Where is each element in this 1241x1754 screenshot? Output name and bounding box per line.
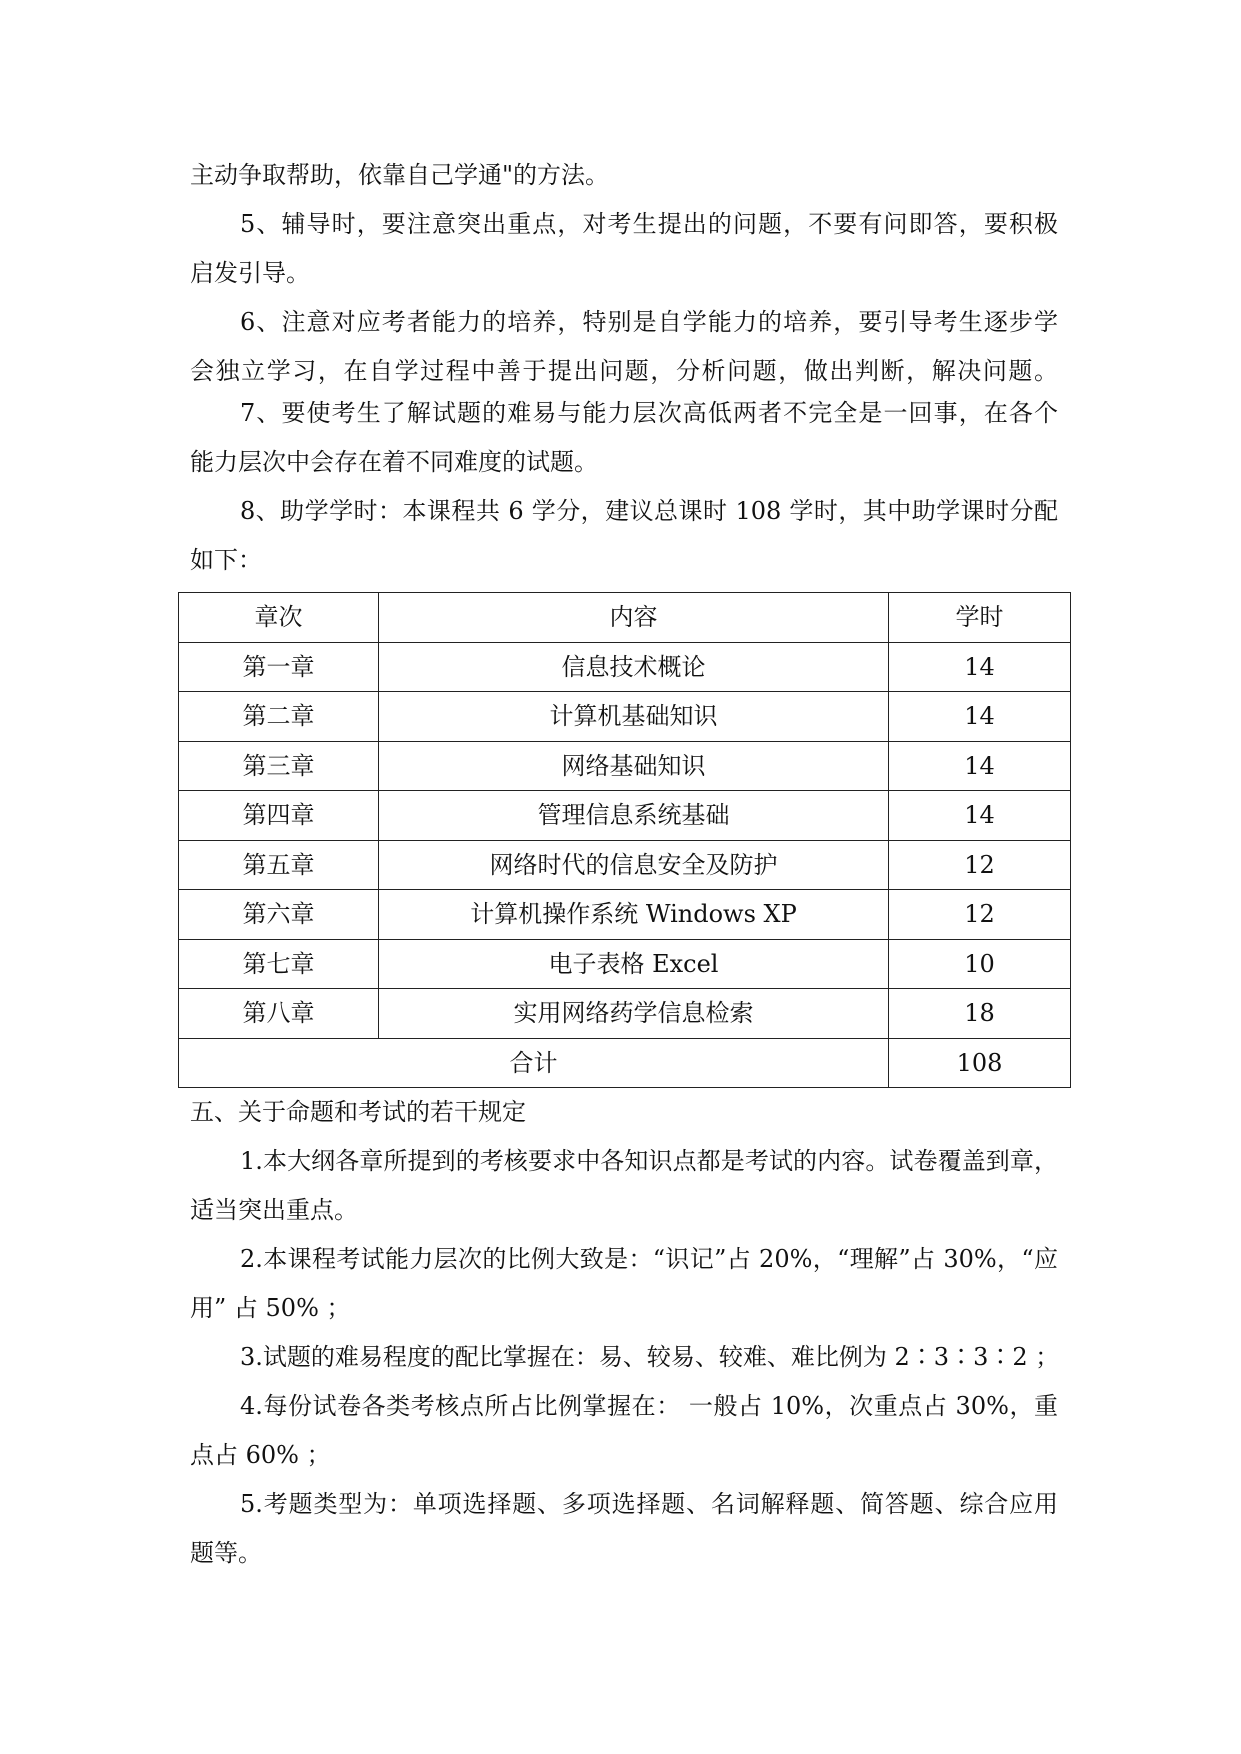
paragraph-line: 5、辅导时，要注意突出重点，对考生提出的问题，不要有问即答，要积极 bbox=[240, 210, 1058, 238]
cell-chapter: 第二章 bbox=[179, 692, 379, 742]
cell-content: 计算机基础知识 bbox=[379, 692, 889, 742]
paragraph-line: 题等。 bbox=[190, 1539, 262, 1567]
paragraph-line: 8、助学学时：本课程共 6 学分，建议总课时 108 学时，其中助学课时分配 bbox=[240, 497, 1058, 525]
paragraph-line: 7、要使考生了解试题的难易与能力层次高低两者不完全是一回事，在各个 bbox=[240, 399, 1058, 427]
paragraph-line: 如下： bbox=[190, 546, 262, 574]
cell-content: 计算机操作系统 Windows XP bbox=[379, 890, 889, 940]
table-row bbox=[179, 989, 1071, 1039]
paragraph-line: 5.考题类型为：单项选择题、多项选择题、名词解释题、简答题、综合应用 bbox=[240, 1490, 1058, 1518]
cell-content: 信息技术概论 bbox=[379, 642, 889, 692]
total-label: 合计 bbox=[179, 1038, 889, 1088]
cell-chapter: 第六章 bbox=[179, 890, 379, 940]
paragraph-line: 启发引导。 bbox=[190, 259, 310, 287]
header-chapter: 章次 bbox=[179, 593, 379, 643]
cell-content: 管理信息系统基础 bbox=[379, 791, 889, 841]
cell-chapter: 第八章 bbox=[179, 989, 379, 1039]
table-row bbox=[179, 890, 1071, 940]
cell-hours: 14 bbox=[889, 692, 1071, 742]
section-heading: 五、关于命题和考试的若干规定 bbox=[190, 1098, 526, 1126]
cell-hours: 12 bbox=[889, 840, 1071, 890]
cell-hours: 12 bbox=[889, 890, 1071, 940]
table-row bbox=[179, 692, 1071, 742]
cell-chapter: 第五章 bbox=[179, 840, 379, 890]
cell-content: 电子表格 Excel bbox=[379, 939, 889, 989]
cell-chapter: 第七章 bbox=[179, 939, 379, 989]
cell-chapter: 第一章 bbox=[179, 642, 379, 692]
course-hours-table bbox=[178, 592, 1071, 1088]
table-row bbox=[179, 840, 1071, 890]
table-row bbox=[179, 939, 1071, 989]
table-header-row bbox=[179, 593, 1071, 643]
paragraph-line: 2.本课程考试能力层次的比例大致是：“识记”占 20%，“理解”占 30%，“应 bbox=[240, 1245, 1058, 1273]
total-hours: 108 bbox=[889, 1038, 1071, 1088]
table-row bbox=[179, 642, 1071, 692]
paragraph-line: 用” 占 50% ； bbox=[190, 1294, 351, 1322]
table-total-row bbox=[179, 1038, 1071, 1088]
paragraph-line: 1.本大纲各章所提到的考核要求中各知识点都是考试的内容。试卷覆盖到章， bbox=[240, 1147, 1058, 1175]
cell-hours: 14 bbox=[889, 741, 1071, 791]
paragraph-line: 3.试题的难易程度的配比掌握在：易、较易、较难、难比例为 2∶3∶3∶2 ； bbox=[240, 1343, 1060, 1371]
table-row bbox=[179, 741, 1071, 791]
cell-hours: 14 bbox=[889, 642, 1071, 692]
table-row bbox=[179, 791, 1071, 841]
cell-content: 网络基础知识 bbox=[379, 741, 889, 791]
paragraph-line: 主动争取帮助，依靠自己学通"的方法。 bbox=[190, 161, 610, 189]
paragraph-line: 6、注意对应考者能力的培养，特别是自学能力的培养，要引导考生逐步学 bbox=[240, 308, 1058, 336]
paragraph-line: 适当突出重点。 bbox=[190, 1196, 358, 1224]
cell-chapter: 第三章 bbox=[179, 741, 379, 791]
paragraph-line: 4.每份试卷各类考核点所占比例掌握在： 一般占 10%，次重点占 30%，重 bbox=[240, 1392, 1058, 1420]
paragraph-line: 点占 60% ； bbox=[190, 1441, 331, 1469]
paragraph-line: 会独立学习，在自学过程中善于提出问题，分析问题，做出判断，解决问题。 bbox=[190, 357, 1058, 385]
cell-hours: 18 bbox=[889, 989, 1071, 1039]
header-content: 内容 bbox=[379, 593, 889, 643]
cell-hours: 10 bbox=[889, 939, 1071, 989]
header-hours: 学时 bbox=[889, 593, 1071, 643]
cell-chapter: 第四章 bbox=[179, 791, 379, 841]
cell-content: 实用网络药学信息检索 bbox=[379, 989, 889, 1039]
cell-content: 网络时代的信息安全及防护 bbox=[379, 840, 889, 890]
cell-hours: 14 bbox=[889, 791, 1071, 841]
paragraph-line: 能力层次中会存在着不同难度的试题。 bbox=[190, 448, 598, 476]
